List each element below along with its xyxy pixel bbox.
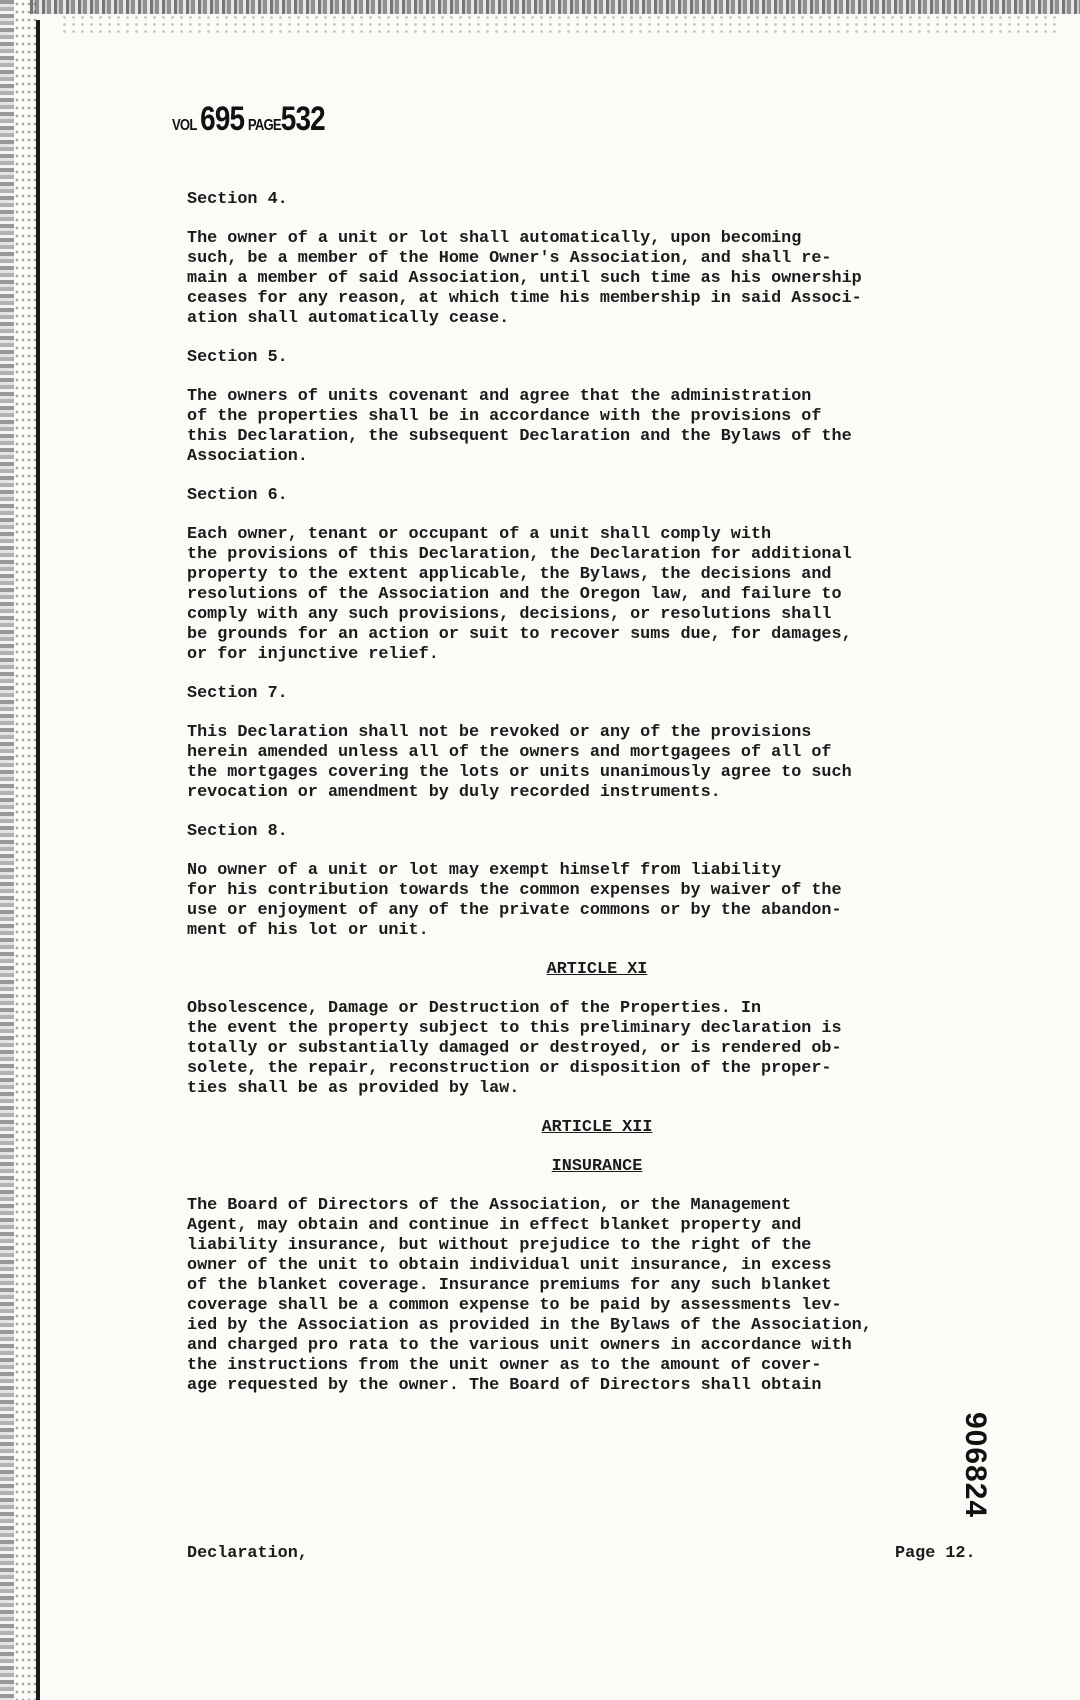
article-heading: ARTICLE XI <box>546 960 648 979</box>
article-subheading: INSURANCE <box>551 1157 643 1176</box>
page-number: 532 <box>280 100 325 138</box>
section-paragraph: Each owner, tenant or occupant of a unit shall comply with the provisions of this Declaration, the Declaration for additional property to the extent applicable, the Bylaws, the decisions and resolutions of the Association and the Oregon law, and failure to comply with any such provisions, decisions, or resolutions shall be grounds for an action or suit to recover sums due, for damages, or for injunctive relief. <box>187 525 852 664</box>
article-heading: ARTICLE XII <box>541 1118 653 1137</box>
footer-page-number: Page 12. <box>895 1544 976 1563</box>
section-paragraph: No owner of a unit or lot may exempt himself from liability for his contribution towards the common expenses by waiver of the use or enjoyment of any of the private commons or by the abandon- ment of his lot or unit. <box>187 861 842 940</box>
section-paragraph: This Declaration shall not be revoked or any of the provisions herein amended unless all of the owners and mortgagees of all of the mortgages covering the lots or units unanimously agree to such revocation or amendment by duly recorded instruments. <box>187 723 852 802</box>
article-paragraph: The Board of Directors of the Association, or the Management Agent, may obtain and continue in effect blanket property and liability insurance, but without prejudice to the right of the owner of the unit to obtain individual unit insurance, in excess of the blanket coverage. Insurance premiums for any such blanket coverage shall be a common expense to be paid by assessments lev- ied by the Association as provided in the Bylaws of the Association, and charged pro rata to the various unit owners in accordance with the instructions from the unit owner as to the amount of cover- age requested by the owner. The Board of Directors shall obtain <box>187 1196 872 1395</box>
scan-top-edge <box>30 0 1080 14</box>
section-heading: Section 8. <box>187 822 288 841</box>
scan-left-edge <box>0 0 14 1700</box>
scan-binding-line <box>36 20 40 1700</box>
section-heading: Section 6. <box>187 486 288 505</box>
page-label: PAGE <box>247 117 281 134</box>
article-paragraph: Obsolescence, Damage or Destruction of the Properties. In the event the property subject to this preliminary declaration is totally or substantially damaged or destroyed, or is rendered ob- solete, the repair, reconstruction or disposition of the proper- ties shall be as provided by law. <box>187 999 842 1098</box>
vol-number: 695 <box>200 100 245 138</box>
section-paragraph: The owner of a unit or lot shall automatically, upon becoming such, be a member of the Home Owner's Association, and shall re- main a member of said Association, until such time as his ownership ceases for any reason, at which time his membership in said Associ- ation shall automatically cease. <box>187 229 862 328</box>
scan-top-noise <box>60 14 1060 34</box>
volume-page-stamp <box>172 100 325 139</box>
section-heading: Section 5. <box>187 348 288 367</box>
section-paragraph: The owners of units covenant and agree that the administration of the properties shall be in accordance with the provisions of this Declaration, the subsequent Declaration and the Bylaws of the Association. <box>187 387 852 466</box>
recording-number: 906824 <box>959 1412 992 1519</box>
vol-label: VOL <box>172 117 197 134</box>
section-heading: Section 4. <box>187 190 288 209</box>
scan-left-noise <box>14 0 36 1700</box>
section-heading: Section 7. <box>187 684 288 703</box>
document-body <box>187 190 1007 1415</box>
footer-document-title: Declaration, <box>187 1544 308 1563</box>
